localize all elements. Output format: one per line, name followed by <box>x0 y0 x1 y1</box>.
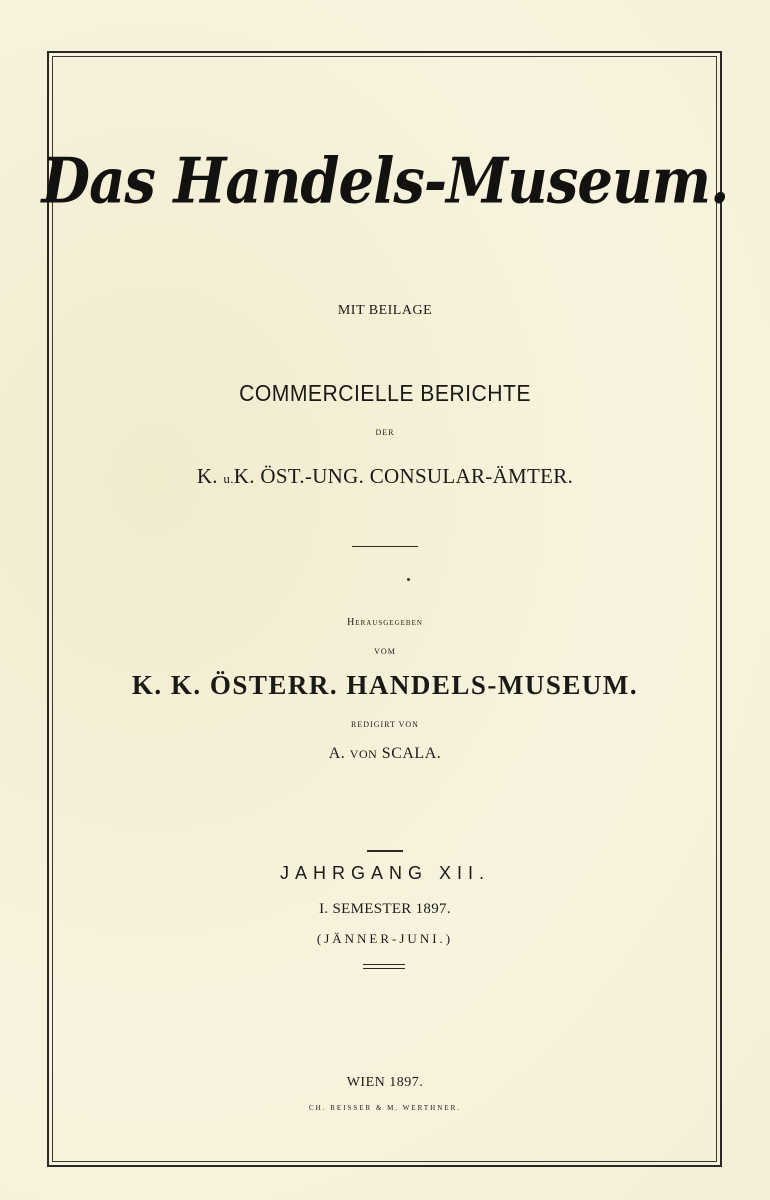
supplement-der: DER <box>375 428 395 437</box>
jahrgang: JAHRGANG XII. <box>279 863 491 883</box>
editor-surname: SCALA. <box>381 745 442 762</box>
double-rule-top <box>363 964 405 965</box>
consular-k1: K. <box>196 464 218 488</box>
consular-rest: ÖST.-UNG. CONSULAR-ÄMTER. <box>260 464 574 488</box>
editor-name <box>0 745 770 763</box>
divider-rule <box>352 546 418 547</box>
semester: I. SEMESTER 1897. <box>319 901 451 917</box>
imprint-printer: CH. REISSER & M. WERTHNER. <box>309 1104 461 1112</box>
publisher-name: K. K. ÖSTERR. HANDELS-MUSEUM. <box>131 670 639 700</box>
ornament-dot <box>407 578 410 581</box>
editor-von: VON <box>349 747 378 761</box>
months-range: (JÄNNER-JUNI.) <box>316 931 454 946</box>
editor-initial: A. <box>328 745 346 762</box>
herausgegeben-label: Herausgegeben <box>347 617 423 628</box>
consular-k2: K. <box>233 464 255 488</box>
double-rule-bottom <box>363 968 405 969</box>
redigirt-label: REDIGIRT VON <box>351 720 419 729</box>
imprint-place-year: WIEN 1897. <box>346 1075 424 1090</box>
subtitle: MIT BEILAGE <box>337 303 433 318</box>
journal-title: Das Handels-Museum. <box>41 144 729 218</box>
supplement-name: COMMERCIELLE BERICHTE <box>239 380 531 406</box>
page-border-inner <box>52 56 717 1162</box>
consular-u: u. <box>223 471 234 486</box>
vom-label: VOM <box>374 647 396 656</box>
divider-rule-volume <box>367 850 403 852</box>
consular-line <box>0 464 770 489</box>
